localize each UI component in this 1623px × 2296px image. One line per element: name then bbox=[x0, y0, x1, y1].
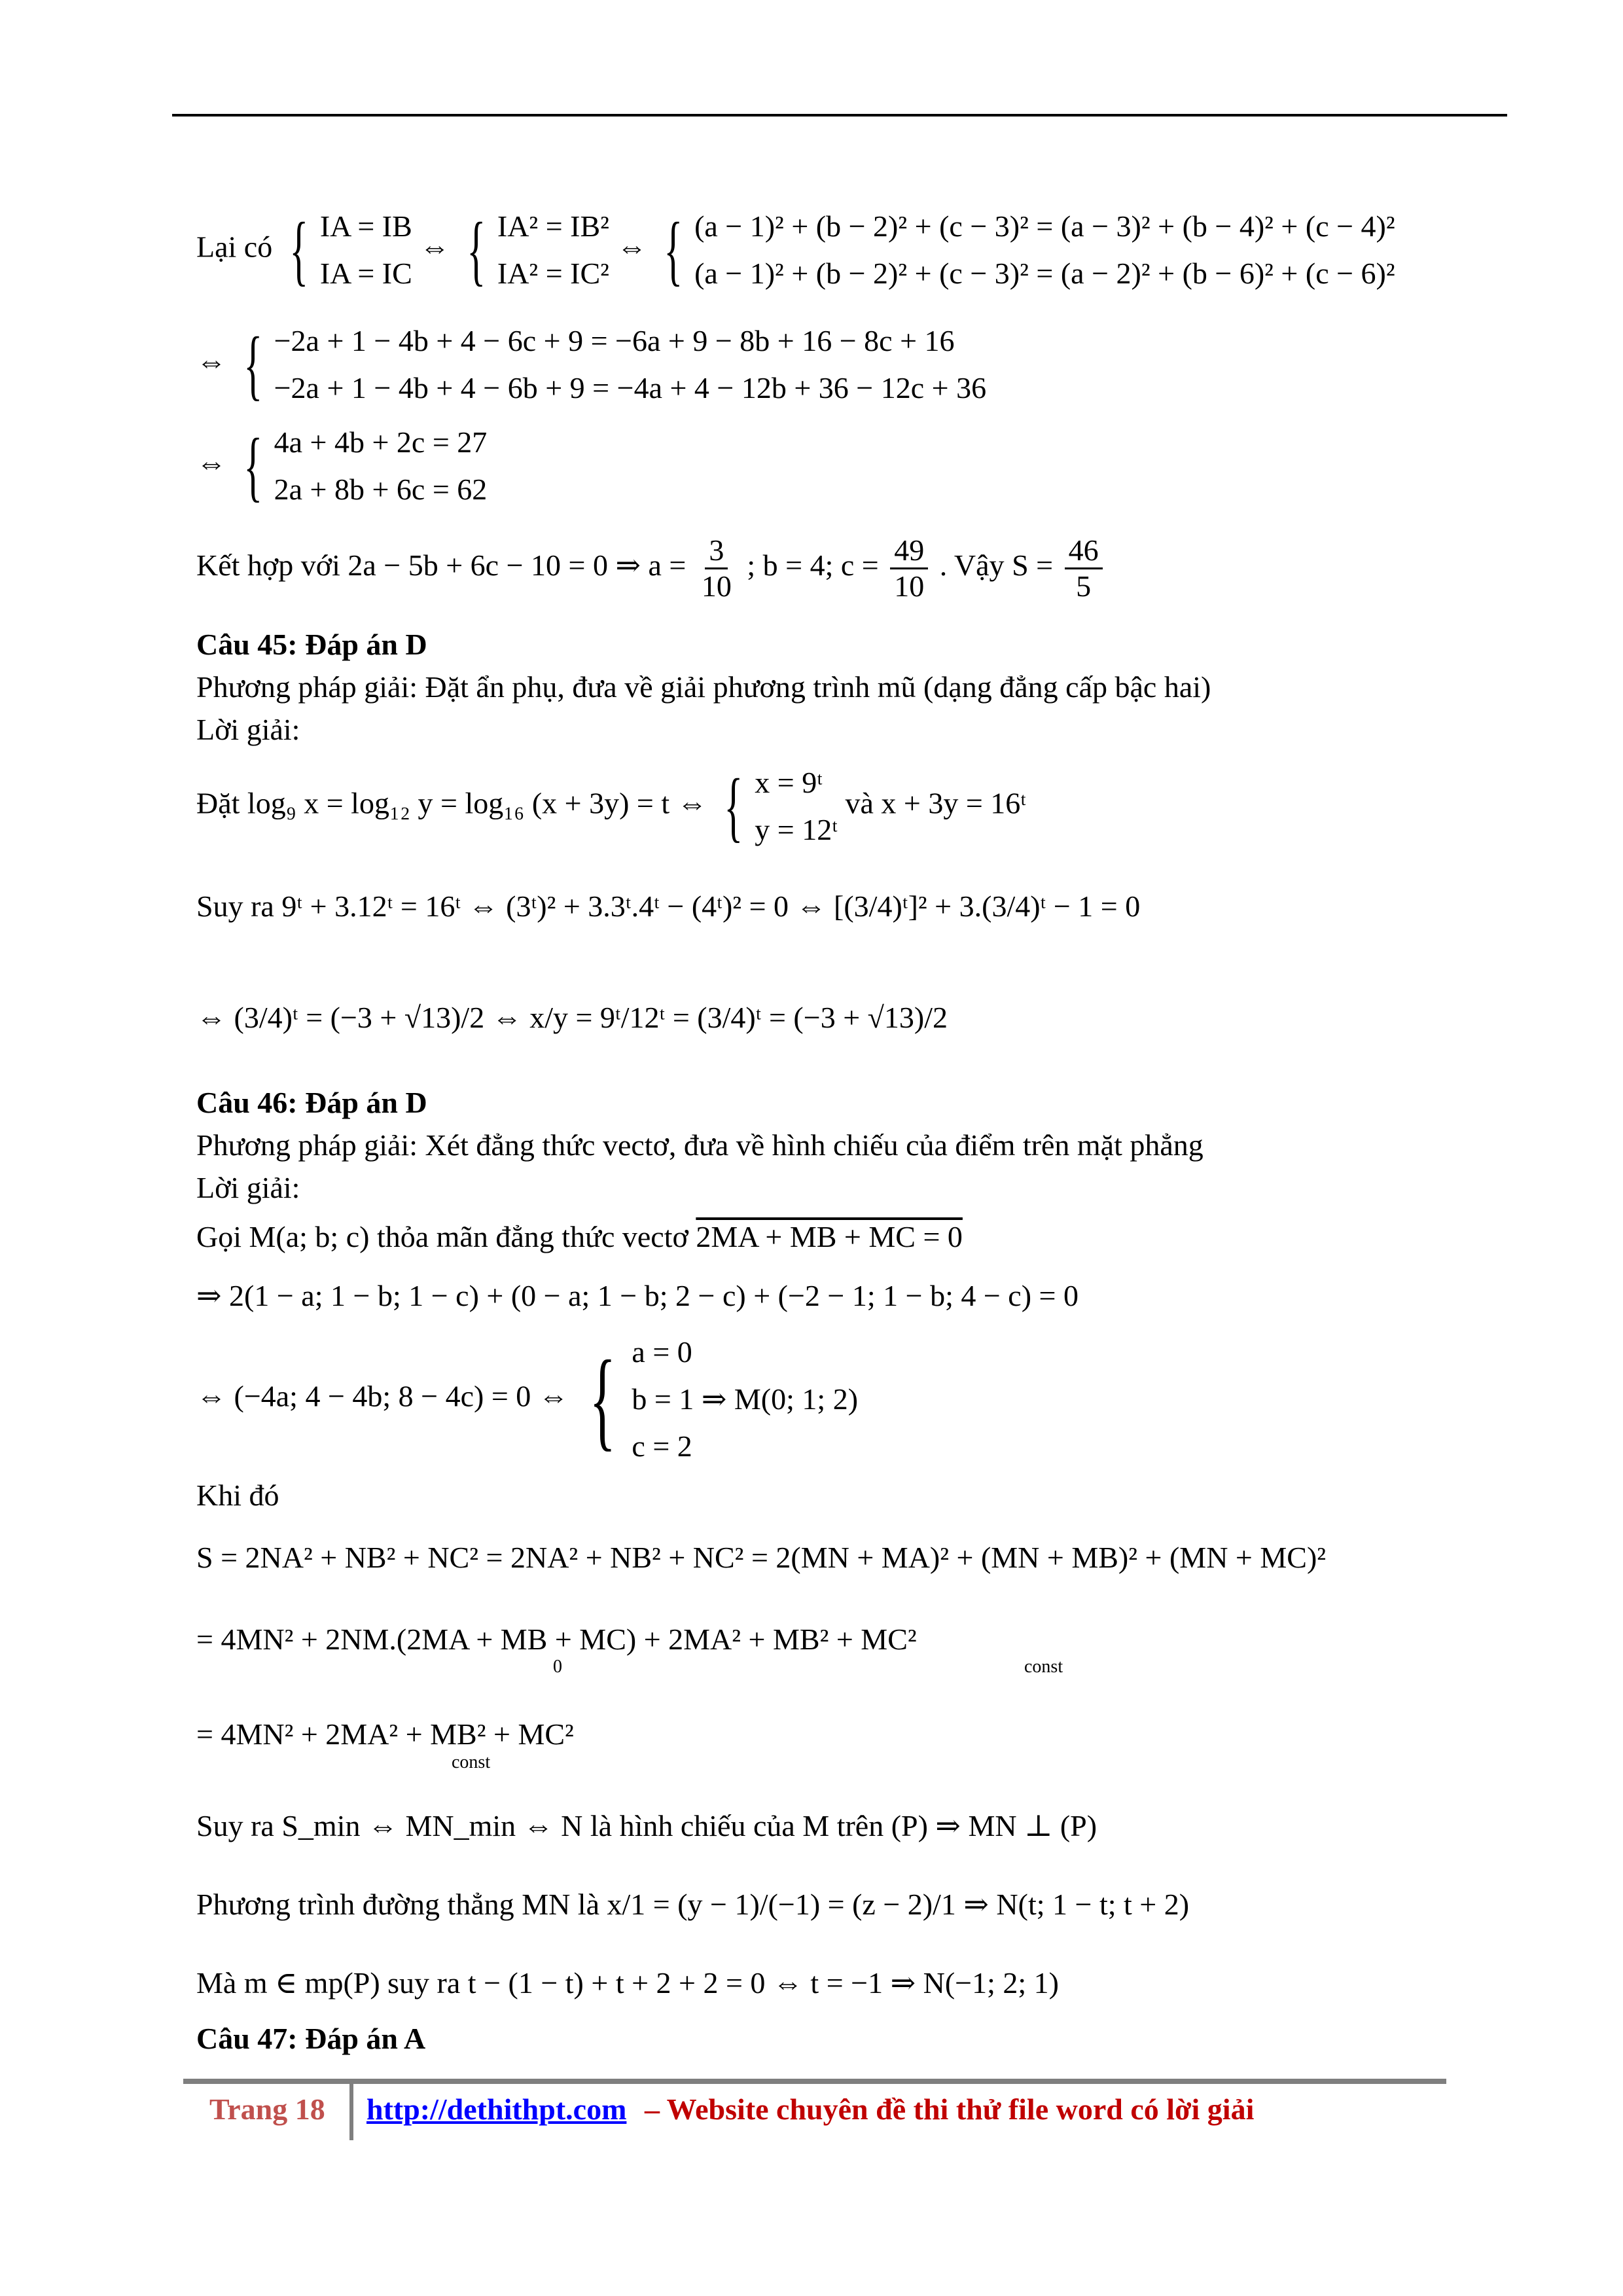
text-prefix: Đặt bbox=[196, 786, 240, 820]
math-text: log₉ x = log₁₂ y = log₁₆ (x + 3y) = t ⇔ bbox=[247, 786, 707, 820]
equiv-symbol: ⇔ bbox=[196, 446, 226, 480]
system-2 bbox=[497, 203, 609, 297]
math-text: M(a; b; c) bbox=[249, 1220, 370, 1253]
q46-line-3 bbox=[196, 1329, 858, 1470]
question-45-title: Câu 45: Đáp án D bbox=[196, 628, 427, 661]
fraction-numerator: 49 bbox=[890, 533, 928, 569]
brace-glyph: { bbox=[724, 762, 743, 850]
footer-divider bbox=[349, 2084, 353, 2140]
text-conclusion: . Vậy bbox=[939, 548, 1005, 583]
q46-khi-do: Khi đó bbox=[196, 1479, 279, 1512]
equiv-symbol: ⇔ bbox=[196, 344, 226, 378]
math-text: = 4MN² + 2NM.(2MA + MB + MC) + 2MA² + MB² + MC² bbox=[196, 1623, 917, 1656]
math-text: 9ᵗ + 3.12ᵗ = 16ᵗ ⇔ (3ᵗ)² + 3.3ᵗ.4ᵗ − (4ᵗ)² = 0 ⇔ [(3/4)ᵗ]² + 3.(3/4)ᵗ − 1 = 0 bbox=[281, 889, 1141, 923]
math-text: S_min ⇔ MN_min ⇔ N là hình chiếu của M trên (P) ⇒ MN ⊥ (P) bbox=[281, 1809, 1097, 1842]
q46-line-2: ⇒ 2(1 − a; 1 − b; 1 − c) + (0 − a; 1 − b; 2 − c) + (−2 − 1; 1 − b; 4 − c) = 0 bbox=[196, 1279, 1079, 1312]
math-vector-eq: 2MA + MB + MC = 0 bbox=[696, 1220, 963, 1253]
system-5 bbox=[274, 419, 488, 513]
question-47-title: Câu 47: Đáp án A bbox=[196, 2022, 426, 2055]
question-46-title: Câu 46: Đáp án D bbox=[196, 1086, 427, 1119]
system-row: −2a + 1 − 4b + 4 − 6b + 9 = −4a + 4 − 12b + 36 − 12c + 36 bbox=[274, 371, 987, 404]
fraction-numerator: 46 bbox=[1065, 533, 1103, 569]
q46-line-1 bbox=[196, 1217, 963, 1257]
eq-line-2 bbox=[196, 317, 986, 412]
system-row: (a − 1)² + (b − 2)² + (c − 3)² = (a − 2)² + (b − 6)² + (c − 6)² bbox=[694, 257, 1395, 290]
fraction-s bbox=[1065, 533, 1103, 603]
q45-line-1 bbox=[196, 759, 1026, 853]
equiv-symbol: ⇔ bbox=[419, 230, 457, 264]
system-row: y = 12ᵗ bbox=[755, 813, 838, 846]
footer-tagline: – Website chuyên đề thi thử file word có lời giải bbox=[645, 2092, 1255, 2126]
q45-line-3: ⇔ (3/4)ᵗ = (−3 + √13)/2 ⇔ x/y = 9ᵗ/12ᵗ = (3/4)ᵗ = (−3 + √13)/2 bbox=[196, 1001, 948, 1034]
math-text: x + 3y = 16ᵗ bbox=[881, 786, 1027, 820]
text-prefix: Kết hợp với bbox=[196, 548, 340, 583]
question-46-solution-label: Lời giải: bbox=[196, 1171, 300, 1204]
equiv-symbol: ⇔ bbox=[616, 230, 654, 264]
fraction-denominator: 10 bbox=[894, 569, 925, 603]
underbrace-label-const: const bbox=[1024, 1657, 1063, 1677]
text-prefix: Suy ra bbox=[196, 889, 274, 923]
system-4 bbox=[274, 317, 987, 412]
q46-s-line-6 bbox=[196, 1964, 1059, 2003]
system-row: (a − 1)² + (b − 2)² + (c − 3)² = (a − 3)² + (b − 4)² + (c − 4)² bbox=[694, 209, 1395, 243]
text-and: và bbox=[845, 786, 874, 820]
q45-line-2 bbox=[196, 887, 1140, 926]
brace-glyph: { bbox=[243, 321, 262, 408]
q46-s-line-3: = 4MN² + 2MA² + MB² + MC² bbox=[196, 1717, 574, 1751]
text-prefix: Phương trình đường thẳng bbox=[196, 1888, 514, 1921]
question-46-method: Phương pháp giải: Xét đẳng thức vectơ, đưa về hình chiếu của điểm trên mặt phẳng bbox=[196, 1128, 1204, 1162]
math-text: 2a − 5b + 6c − 10 = 0 ⇒ a = bbox=[348, 548, 687, 583]
brace-glyph: { bbox=[467, 206, 486, 293]
footer-page-number: Trang 18 bbox=[209, 2092, 325, 2126]
system-3 bbox=[694, 203, 1395, 297]
text-prefix: Lại có bbox=[196, 230, 273, 264]
system-row: a = 0 bbox=[632, 1335, 692, 1369]
system-row: IA = IC bbox=[319, 257, 412, 290]
header-rule bbox=[172, 114, 1507, 117]
eq-line-3 bbox=[196, 419, 487, 513]
text-prefix: Suy ra bbox=[196, 1809, 274, 1842]
footer-link[interactable]: http://dethithpt.com bbox=[366, 2092, 627, 2126]
fraction-denominator: 5 bbox=[1076, 569, 1092, 603]
system-row: 4a + 4b + 2c = 27 bbox=[274, 425, 488, 459]
fraction-numerator: 3 bbox=[705, 533, 728, 569]
footer-rule bbox=[183, 2079, 1446, 2084]
system-row: IA = IB bbox=[319, 209, 412, 243]
math-text: S = bbox=[1012, 548, 1054, 583]
q46-s-line-4 bbox=[196, 1806, 1097, 1846]
math-text: ⇔ (−4a; 4 − 4b; 8 − 4c) = 0 ⇔ bbox=[196, 1379, 569, 1413]
system-row: IA² = IB² bbox=[497, 209, 609, 243]
math-text: ; b = 4; c = bbox=[747, 548, 879, 583]
text-prefix: Mà bbox=[196, 1966, 237, 2000]
brace-glyph: { bbox=[589, 1338, 616, 1461]
brace-glyph: { bbox=[664, 206, 683, 293]
fraction-c bbox=[890, 533, 928, 603]
system-row: x = 9ᵗ bbox=[755, 766, 823, 799]
text-mid: thỏa mãn đẳng thức vectơ bbox=[376, 1220, 688, 1253]
system-q45 bbox=[755, 759, 838, 853]
underbrace-label-zero: 0 bbox=[553, 1657, 562, 1677]
system-row: −2a + 1 − 4b + 4 − 6c + 9 = −6a + 9 − 8b + 16 − 8c + 16 bbox=[274, 324, 955, 357]
system-q46 bbox=[632, 1329, 858, 1470]
system-row: 2a + 8b + 6c = 62 bbox=[274, 473, 488, 506]
math-text: m ∈ mp(P) suy ra t − (1 − t) + t + 2 + 2 = 0 ⇔ t = −1 ⇒ N(−1; 2; 1) bbox=[243, 1966, 1059, 2000]
fraction-a bbox=[698, 533, 736, 603]
fraction-denominator: 10 bbox=[701, 569, 732, 603]
system-row: c = 2 bbox=[632, 1429, 692, 1463]
math-text: MN là x/1 = (y − 1)/(−1) = (z − 2)/1 ⇒ N(t; 1 − t; t + 2) bbox=[522, 1888, 1190, 1921]
question-45-method: Phương pháp giải: Đặt ẩn phụ, đưa về giải phương trình mũ (dạng đẳng cấp bậc hai) bbox=[196, 670, 1211, 704]
text-prefix: Gọi bbox=[196, 1220, 241, 1253]
q46-s-line-1: S = 2NA² + NB² + NC² = 2NA² + NB² + NC² = 2(MN + MA)² + (MN + MB)² + (MN + MC)² bbox=[196, 1541, 1327, 1574]
question-45-solution-label: Lời giải: bbox=[196, 713, 300, 746]
brace-glyph: { bbox=[289, 206, 308, 293]
system-1 bbox=[320, 203, 412, 297]
underbrace-label-const: const bbox=[452, 1752, 491, 1772]
eq-line-1 bbox=[196, 203, 1395, 297]
system-row: b = 1 ⇒ M(0; 1; 2) bbox=[632, 1382, 859, 1416]
system-row: IA² = IC² bbox=[497, 257, 609, 290]
q46-s-line-5 bbox=[196, 1885, 1189, 1924]
brace-glyph: { bbox=[243, 422, 262, 509]
eq-line-4 bbox=[196, 533, 1107, 603]
q46-s-line-2 bbox=[196, 1620, 917, 1659]
